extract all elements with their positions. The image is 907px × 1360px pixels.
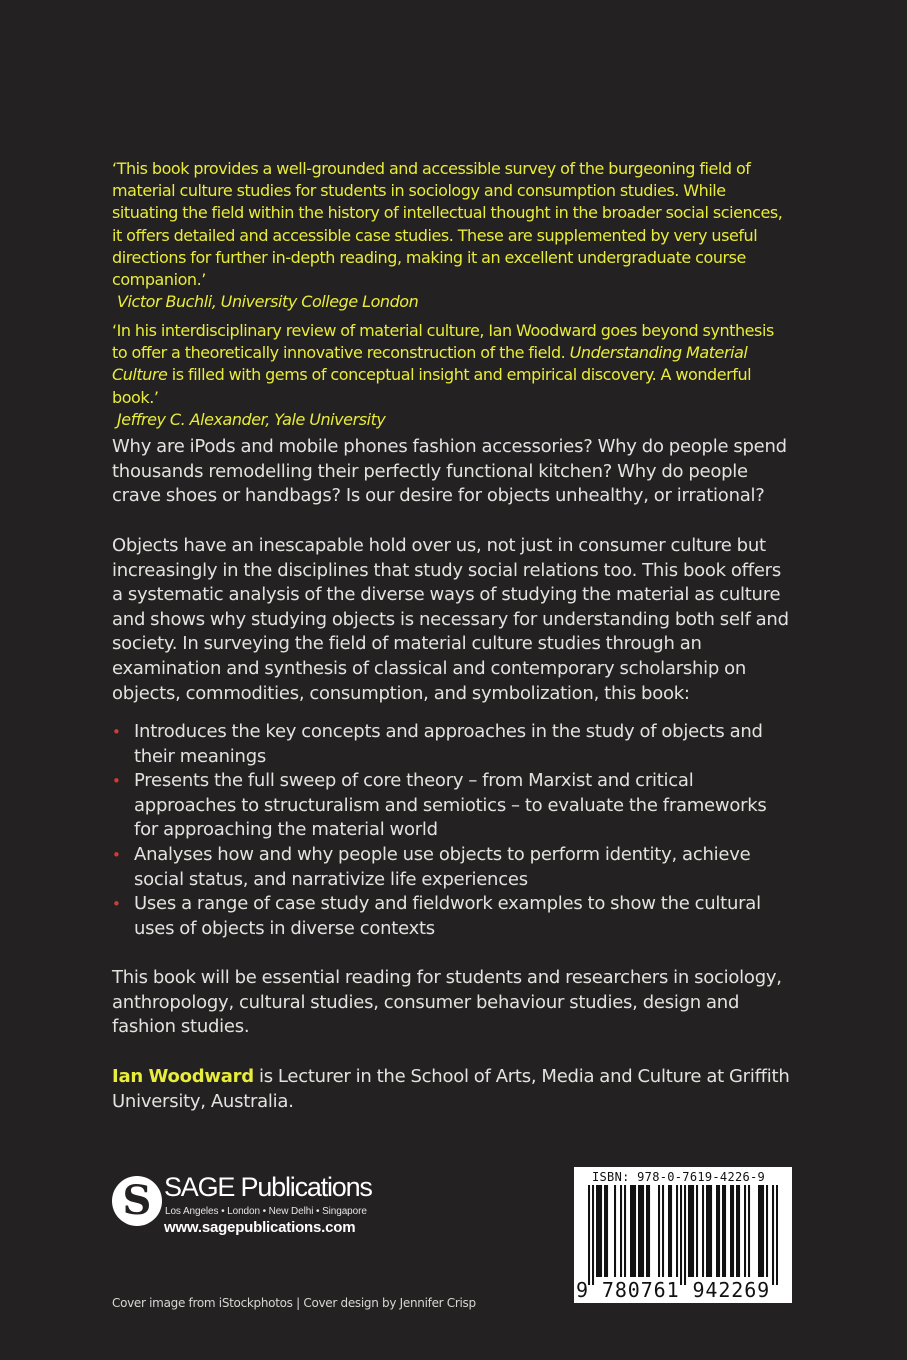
barcode-bar xyxy=(716,1185,718,1277)
barcode-bar xyxy=(690,1185,692,1277)
barcode-bar xyxy=(758,1185,760,1277)
barcode-bar xyxy=(662,1185,664,1277)
barcode-bar xyxy=(638,1185,640,1277)
barcode-bar xyxy=(598,1185,600,1277)
blurb-2-text-before: ‘In his interdisciplinary review of material culture, Ian Woodward goes beyond synthesis to offer a theoretically innovative reconstruction of the field. xyxy=(112,321,774,363)
intro-paragraph: Why are iPods and mobile phones fashion accessories? Why do people spend thousands remodelling their perfectly functional kitchen? Why do people crave shoes or handbags? Is our desire for objects unhealthy, or irrational? xyxy=(112,436,787,507)
barcode-bar xyxy=(676,1185,678,1277)
list-item xyxy=(112,720,790,769)
list-item-text: Introduces the key concepts and approaches in the study of objects and their meanings xyxy=(134,721,763,767)
bullet-icon: • xyxy=(112,895,121,914)
barcode-bar xyxy=(606,1185,608,1277)
bullet-icon: • xyxy=(112,723,121,741)
bullet-icon: • xyxy=(112,845,121,864)
barcode-bar xyxy=(646,1185,648,1277)
blurb-2-attribution: Jeffrey C. Alexander, Yale University xyxy=(117,409,386,429)
isbn-barcode xyxy=(574,1167,792,1303)
barcode-bar xyxy=(748,1185,750,1277)
barcode-bar xyxy=(670,1185,672,1277)
list-item-text: Presents the full sweep of core theory – from Marxist and critical approaches to structuralism and semiotics – to evaluate the frameworks for approaching the material world xyxy=(134,770,767,841)
barcode-bar xyxy=(658,1185,660,1277)
bullet-icon: • xyxy=(112,772,121,791)
barcode-bar xyxy=(732,1185,734,1277)
barcode-bar xyxy=(736,1185,738,1277)
publisher-url: www.sagepublications.com xyxy=(164,1219,356,1236)
author-bio-text: is Lecturer in the School of Arts, Media and Culture at Griffith University, Australia. xyxy=(112,1066,790,1112)
blurb-1-attribution: Victor Buchli, University College London xyxy=(117,292,419,312)
publisher-name: SAGE Publications xyxy=(164,1172,372,1202)
barcode-bar xyxy=(762,1185,764,1277)
barcode-bar xyxy=(706,1185,708,1277)
barcode-bar xyxy=(710,1185,712,1277)
list-item-text: Uses a range of case study and fieldwork examples to show the cultural uses of objects in diverse contexts xyxy=(134,893,761,939)
isbn-label: ISBN: 978-0-7619-4226-9 xyxy=(592,1170,766,1184)
blurb-1-text: ‘This book provides a well-grounded and accessible survey of the burgeoning field of material culture studies for students in sociology and consumption studies. While situating the field within the history of intellectual thought in the broader social sciences, it offers detailed and accessible case studies. These are supplemented by very useful directions for further in-depth reading, making it an excellent undergraduate course companion.’ xyxy=(112,159,783,290)
author-bio xyxy=(112,1065,790,1114)
barcode-bar xyxy=(776,1185,778,1285)
blurb-2 xyxy=(112,320,790,431)
barcode-bar xyxy=(648,1185,650,1277)
barcode-bar xyxy=(668,1185,670,1277)
barcode-bar xyxy=(624,1185,626,1277)
author-name: Ian Woodward xyxy=(112,1066,254,1087)
blurb-2-text xyxy=(112,320,790,409)
barcode-bar xyxy=(722,1185,724,1277)
barcode-bar xyxy=(684,1185,686,1285)
list-item xyxy=(112,892,790,941)
barcode-bar xyxy=(588,1185,590,1285)
barcode-bar xyxy=(688,1185,690,1277)
barcode-bar xyxy=(718,1185,720,1277)
barcode-bar xyxy=(600,1185,602,1277)
barcode-bar xyxy=(614,1185,616,1277)
barcode-bars xyxy=(588,1185,778,1285)
barcode-bar xyxy=(738,1185,740,1277)
barcode-bar xyxy=(760,1185,762,1277)
cover-credits: Cover image from iStockphotos | Cover design by Jennifer Crisp xyxy=(112,1296,476,1310)
barcode-bar xyxy=(696,1185,698,1277)
barcode-bar xyxy=(640,1185,642,1277)
barcode-bar xyxy=(766,1185,768,1277)
barcode-bar xyxy=(744,1185,746,1277)
barcode-bar xyxy=(724,1185,726,1277)
barcode-bar xyxy=(630,1185,632,1277)
closing-paragraph: This book will be essential reading for students and researchers in sociology, anthropology, cultural studies, consumer behaviour studies, design and fashion studies. xyxy=(112,967,782,1038)
barcode-bar xyxy=(642,1185,644,1277)
barcode-bar xyxy=(692,1185,694,1277)
main-paragraph: Objects have an inescapable hold over us, not just in consumer culture but increasingly in the disciplines that study social relations too. This book offers a systematic analysis of the diverse ways of studying the material as culture and shows why studying objects is necessary for understanding both self and society. In surveying the field of material culture studies through an examination and synthesis of classical and contemporary scholarship on objects, commodities, consumption, and symbolization, this book: xyxy=(112,535,789,704)
barcode-bar xyxy=(772,1185,774,1285)
publisher-logo xyxy=(112,1172,412,1242)
publisher-cities: Los Angeles • London • New Delhi • Singapore xyxy=(165,1206,367,1217)
barcode-bar xyxy=(596,1185,598,1277)
barcode-bar xyxy=(604,1185,606,1277)
barcode-bar xyxy=(730,1185,732,1277)
blurb-2-book-title: Understanding Material Culture xyxy=(112,343,748,385)
list-item xyxy=(112,843,790,892)
barcode-bar xyxy=(708,1185,710,1277)
feature-list xyxy=(112,720,790,941)
ean-digits: 9 780761 942269 xyxy=(576,1278,771,1302)
barcode-bar xyxy=(702,1185,704,1277)
blurb-2-text-after: is filled with gems of conceptual insight and empirical discovery. A wonderful book.’ xyxy=(112,365,752,407)
blurb-1 xyxy=(112,158,790,313)
barcode-bar xyxy=(620,1185,622,1277)
list-item-text: Analyses how and why people use objects to perform identity, achieve social status, and narrativize life experiences xyxy=(134,843,751,890)
barcode-bar xyxy=(634,1185,636,1277)
barcode-bar xyxy=(592,1185,594,1285)
sage-logo-letter: S xyxy=(122,1177,152,1224)
list-item xyxy=(112,769,790,843)
barcode-bar xyxy=(632,1185,634,1277)
barcode-bar xyxy=(680,1185,682,1285)
